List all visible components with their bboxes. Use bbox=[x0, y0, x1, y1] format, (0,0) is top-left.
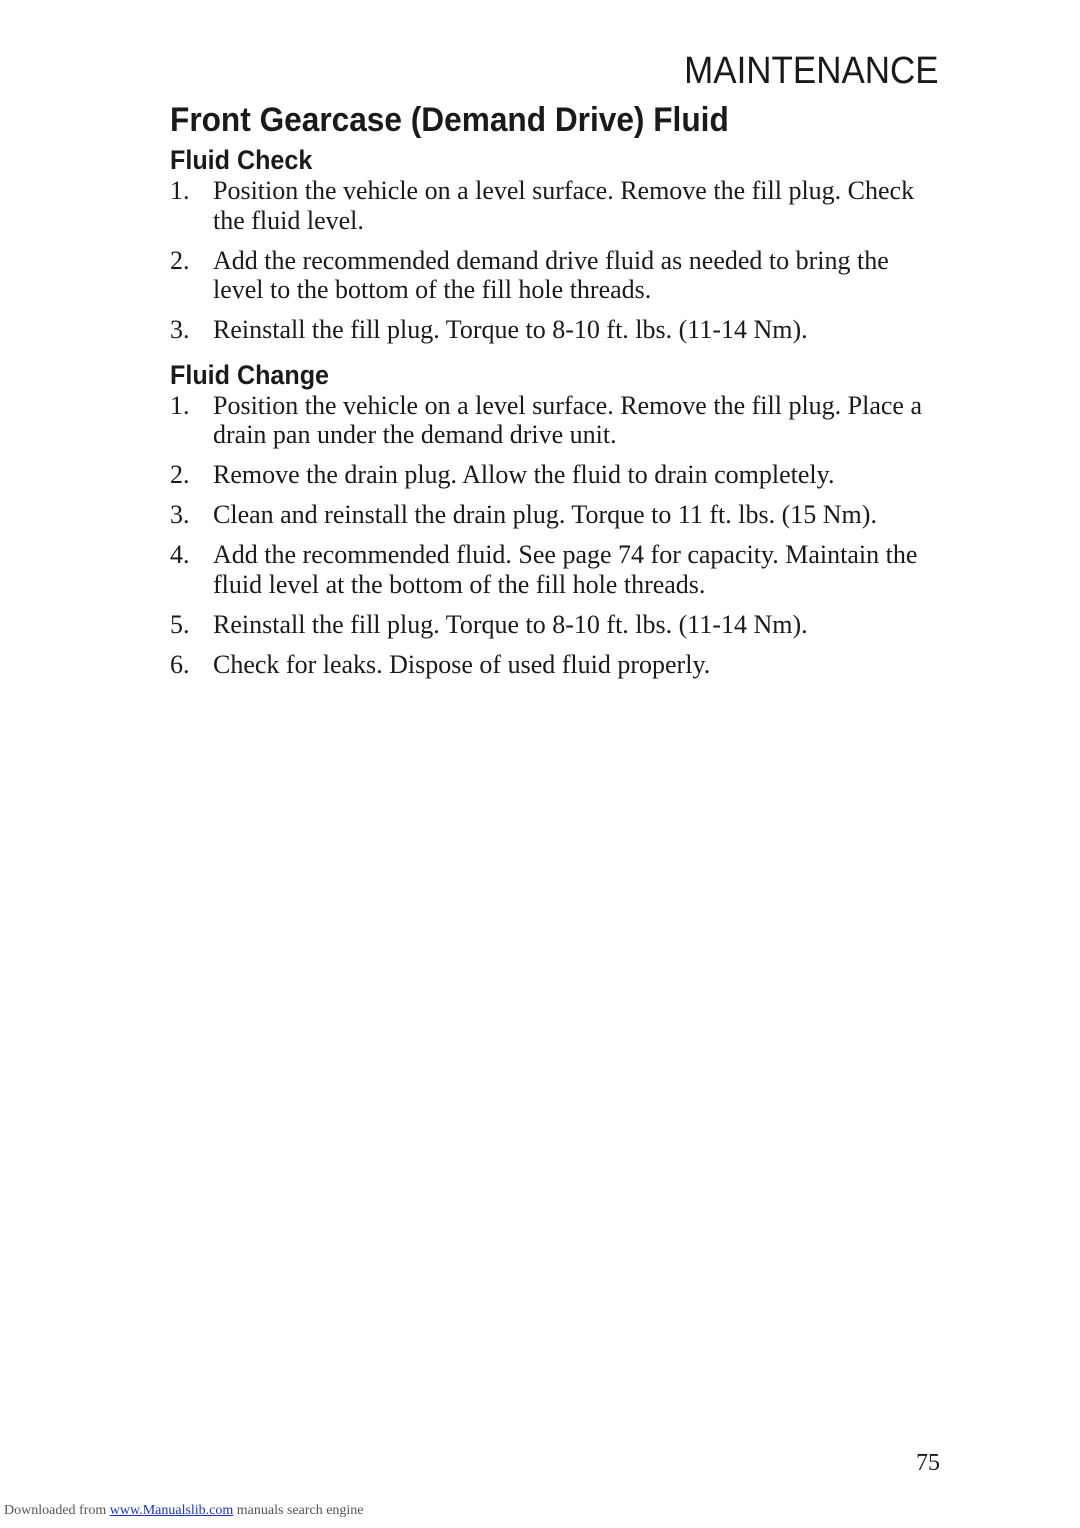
step-number: 1. bbox=[170, 390, 190, 420]
step-number: 3. bbox=[170, 500, 190, 529]
step-number: 6. bbox=[170, 649, 190, 679]
step-text: Check for leaks. Dispose of used fluid properly. bbox=[213, 649, 711, 679]
page-content bbox=[170, 100, 945, 690]
step-number: 4. bbox=[170, 540, 190, 569]
list-item bbox=[170, 650, 945, 680]
step-number: 3. bbox=[170, 315, 190, 344]
step-text: Add the recommended fluid. See page 74 for capacity. Maintain the fluid level at the bottom of the fill hole threads. bbox=[213, 540, 918, 599]
step-text: Reinstall the fill plug. Torque to 8-10 ft. lbs. (11-14 Nm). bbox=[213, 609, 808, 639]
step-text: Position the vehicle on a level surface. Remove the fill plug. Place a drain pan under the demand drive unit. bbox=[213, 390, 923, 449]
footer-prefix: Downloaded from bbox=[4, 1503, 107, 1518]
section-header: MAINTENANCE bbox=[684, 50, 939, 92]
download-footer bbox=[4, 1503, 364, 1519]
step-text: Reinstall the fill plug. Torque to 8-10 ft. lbs. (11-14 Nm). bbox=[213, 315, 808, 344]
list-item bbox=[170, 540, 945, 599]
step-text: Position the vehicle on a level surface. Remove the fill plug. Check the fluid level. bbox=[213, 176, 915, 235]
fluid-change-steps bbox=[170, 391, 945, 680]
step-number: 5. bbox=[170, 609, 190, 639]
fluid-change-heading: Fluid Change bbox=[170, 359, 330, 390]
page-number: 75 bbox=[916, 1450, 940, 1476]
fluid-check-heading: Fluid Check bbox=[170, 145, 313, 175]
list-item bbox=[170, 391, 945, 450]
step-text: Remove the drain plug. Allow the fluid to drain completely. bbox=[213, 460, 835, 489]
step-number: 2. bbox=[170, 245, 190, 275]
list-item bbox=[170, 246, 945, 305]
footer-suffix: manuals search engine bbox=[236, 1503, 364, 1518]
list-item bbox=[170, 176, 945, 235]
step-text: Clean and reinstall the drain plug. Torque to 11 ft. lbs. (15 Nm). bbox=[213, 500, 877, 529]
list-item bbox=[170, 315, 945, 345]
list-item bbox=[170, 500, 945, 530]
list-item bbox=[170, 460, 945, 490]
list-item bbox=[170, 610, 945, 640]
step-number: 1. bbox=[170, 176, 190, 205]
page-title: Front Gearcase (Demand Drive) Fluid bbox=[170, 101, 729, 139]
step-text: Add the recommended demand drive fluid as needed to bring the level to the bottom of the fill hole threads. bbox=[213, 245, 889, 304]
step-number: 2. bbox=[170, 460, 190, 489]
manualslib-link[interactable]: www.Manualslib.com bbox=[109, 1503, 234, 1518]
fluid-check-steps bbox=[170, 176, 945, 345]
